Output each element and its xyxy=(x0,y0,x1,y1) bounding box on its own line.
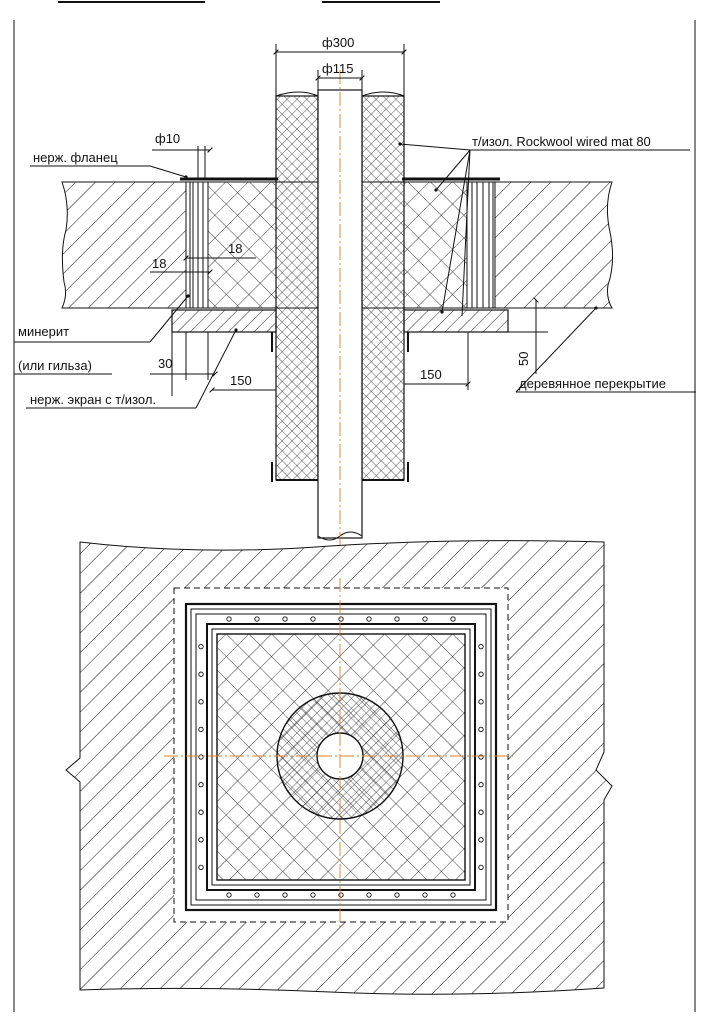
screen-plate-right xyxy=(404,310,508,332)
bolt-hole xyxy=(479,838,483,842)
bolt-hole xyxy=(199,838,203,842)
minerit-label: минерит xyxy=(18,324,70,339)
minerit-sleeve-left xyxy=(186,182,208,308)
flange-label: нерж. фланец xyxy=(33,150,118,165)
dim-150-right xyxy=(404,332,468,390)
bolt-hole xyxy=(423,893,427,897)
floor-slab-right xyxy=(495,182,613,308)
bolt-hole xyxy=(199,810,203,814)
floor-slab-left xyxy=(62,182,188,308)
bolt-hole xyxy=(395,893,399,897)
dim-150-left xyxy=(172,332,276,396)
dim-bolt xyxy=(152,131,210,179)
bolt-hole xyxy=(451,617,455,621)
bolt-hole xyxy=(283,893,287,897)
bolt-hole xyxy=(255,617,259,621)
dim-150-right-label: 150 xyxy=(420,367,442,382)
bolt-hole xyxy=(311,893,315,897)
bolt-hole xyxy=(199,672,203,676)
flange-callout xyxy=(30,150,188,179)
bolt-hole xyxy=(479,865,483,869)
dim-inner-diameter xyxy=(318,61,362,90)
bolt-hole xyxy=(227,893,231,897)
dim-bolt-label: ф10 xyxy=(155,131,181,146)
bolt-hole xyxy=(199,755,203,759)
bolt-hole xyxy=(311,617,315,621)
dim-50 xyxy=(508,300,548,374)
bolt-hole xyxy=(199,644,203,648)
bolt-hole xyxy=(451,893,455,897)
insulation-label: т/изол. Rockwool wired mat 80 xyxy=(472,134,651,149)
dim-18-right-label: 18 xyxy=(228,241,243,256)
wood-floor-label: деревянное перекрытие xyxy=(519,376,666,391)
bolt-hole xyxy=(227,617,231,621)
dim-50-label: 50 xyxy=(516,351,531,366)
screen-label: нерж. экран с т/изол. xyxy=(30,392,157,407)
bolt-hole xyxy=(339,617,343,621)
bolt-hole xyxy=(479,700,483,704)
dim-30 xyxy=(150,332,215,380)
bolt-hole xyxy=(199,782,203,786)
plan-view xyxy=(66,541,612,995)
bolt-hole xyxy=(367,893,371,897)
bolt-hole xyxy=(479,644,483,648)
bolt-hole xyxy=(395,617,399,621)
chimney-insulation-left xyxy=(276,96,318,480)
dim-18-left-label: 18 xyxy=(152,256,167,271)
dim-150-left-label: 150 xyxy=(230,373,252,388)
bolt-hole xyxy=(479,672,483,676)
sleeve-label: (или гильза) xyxy=(18,358,92,373)
bolt-hole xyxy=(199,727,203,731)
bolt-hole xyxy=(199,700,203,704)
wood-floor-callout xyxy=(516,306,696,392)
bolt-hole xyxy=(479,727,483,731)
screen-plate-left xyxy=(172,310,276,332)
bolt-hole xyxy=(479,782,483,786)
bolt-hole xyxy=(199,865,203,869)
bolt-hole xyxy=(367,617,371,621)
bolt-hole xyxy=(255,893,259,897)
bolt-hole xyxy=(479,810,483,814)
bolt-hole xyxy=(479,755,483,759)
dim-30-label: 30 xyxy=(158,356,173,371)
opening-insulation-right xyxy=(404,182,467,308)
dim-outer-diameter-label: ф300 xyxy=(322,35,355,50)
bolt-hole xyxy=(283,617,287,621)
minerit-sleeve-right xyxy=(467,182,493,308)
bolt-hole xyxy=(339,893,343,897)
chimney-insulation-right xyxy=(362,96,404,480)
bolt-hole xyxy=(423,617,427,621)
dim-inner-diameter-label: ф115 xyxy=(322,61,354,76)
